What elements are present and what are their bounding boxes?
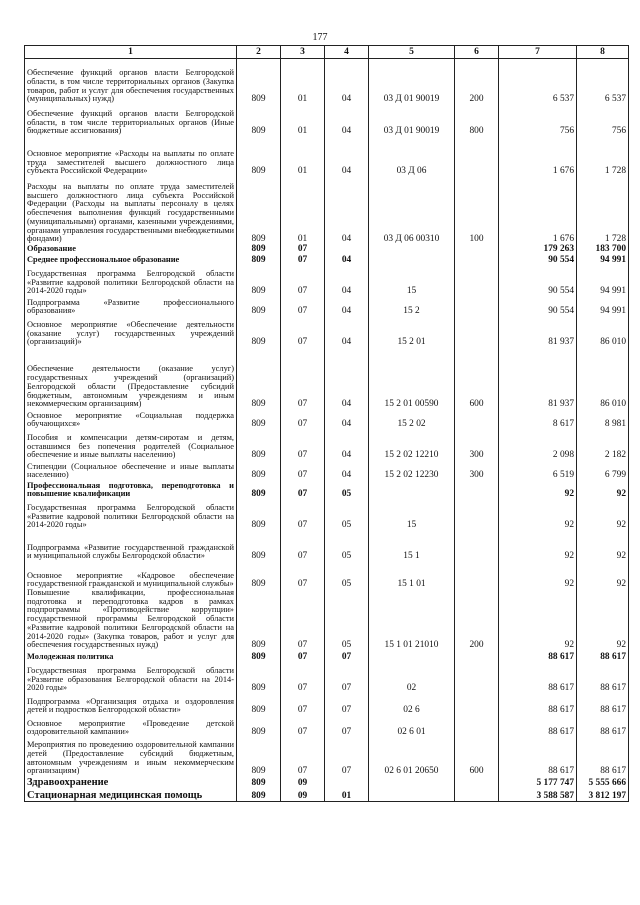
row-amount-year1: 90 554 bbox=[499, 254, 577, 265]
row-amount-year1: 88 617 bbox=[499, 662, 577, 693]
row-name: Государственная программа Белгородской области «Развитие кадровой политики Белгородской области на 2014-2020 годы» bbox=[25, 265, 237, 296]
row-name: Молодежная политика bbox=[25, 650, 237, 662]
row-ministry-code: 809 bbox=[237, 662, 281, 693]
row-section-code: 07 bbox=[281, 662, 325, 693]
row-amount-year1: 90 554 bbox=[499, 296, 577, 316]
table-row bbox=[25, 715, 629, 737]
row-name: Повышение квалификации, профессиональная подготовка и переподготовка кадров в рамках подпрограммы «Противодействие коррупции» государственной программы Белгородской области «Развитие кадровой политики Белгородской области на 2014-2020 годы» (Закупка товаров, работ и услуг для обеспечения государственных нужд) bbox=[25, 589, 237, 650]
row-section-code: 07 bbox=[281, 693, 325, 715]
row-amount-year1: 88 617 bbox=[499, 693, 577, 715]
row-expense-type bbox=[455, 662, 499, 693]
row-target-article: 15 bbox=[369, 499, 455, 530]
row-amount-year2: 92 bbox=[577, 589, 629, 650]
table-row bbox=[25, 662, 629, 693]
row-amount-year2: 6 537 bbox=[577, 59, 629, 105]
row-subsection-code: 05 bbox=[325, 561, 369, 589]
table-row bbox=[25, 296, 629, 316]
row-section-code: 07 bbox=[281, 265, 325, 296]
row-name: Основное мероприятие «Расходы на выплаты по оплате труда заместителей высшего должностного лица субъекта Российской Федерации» bbox=[25, 136, 237, 176]
row-expense-type: 200 bbox=[455, 59, 499, 105]
row-expense-type: 300 bbox=[455, 460, 499, 480]
row-expense-type bbox=[455, 265, 499, 296]
row-expense-type: 300 bbox=[455, 429, 499, 460]
row-ministry-code: 809 bbox=[237, 561, 281, 589]
row-name: Здравоохранение bbox=[25, 776, 237, 788]
row-ministry-code: 809 bbox=[237, 316, 281, 347]
row-subsection-code: 04 bbox=[325, 265, 369, 296]
row-name: Основное мероприятие «Кадровое обеспечение государственной гражданской и муниципальной службы» bbox=[25, 561, 237, 589]
row-target-article: 15 2 02 12230 bbox=[369, 460, 455, 480]
table-row bbox=[25, 460, 629, 480]
table-row bbox=[25, 788, 629, 802]
row-name: Государственная программа Белгородской области «Развитие образования Белгородской области на 2014-2020 годы» bbox=[25, 662, 237, 693]
row-amount-year1: 90 554 bbox=[499, 265, 577, 296]
header-col-6: 6 bbox=[455, 46, 499, 59]
row-expense-type bbox=[455, 316, 499, 347]
row-subsection-code: 04 bbox=[325, 409, 369, 429]
table-row bbox=[25, 589, 629, 650]
row-ministry-code: 809 bbox=[237, 59, 281, 105]
row-name: Стипендии (Социальное обеспечение и иные выплаты населению) bbox=[25, 460, 237, 480]
table-row bbox=[25, 136, 629, 176]
row-section-code: 07 bbox=[281, 296, 325, 316]
table-row bbox=[25, 104, 629, 136]
row-amount-year1: 3 588 587 bbox=[499, 788, 577, 802]
table-row bbox=[25, 254, 629, 265]
table-row bbox=[25, 480, 629, 499]
row-section-code: 07 bbox=[281, 429, 325, 460]
row-ministry-code: 809 bbox=[237, 530, 281, 561]
header-row bbox=[25, 46, 629, 59]
row-section-code: 07 bbox=[281, 480, 325, 499]
row-expense-type: 600 bbox=[455, 347, 499, 409]
row-amount-year1: 6 519 bbox=[499, 460, 577, 480]
row-name: Основное мероприятие «Социальная поддержка обучающихся» bbox=[25, 409, 237, 429]
row-expense-type bbox=[455, 561, 499, 589]
row-amount-year2: 6 799 bbox=[577, 460, 629, 480]
row-target-article: 15 bbox=[369, 265, 455, 296]
row-amount-year1: 81 937 bbox=[499, 316, 577, 347]
row-target-article: 02 6 01 bbox=[369, 715, 455, 737]
row-subsection-code: 07 bbox=[325, 715, 369, 737]
row-name: Обеспечение функций органов власти Белгородской области, в том числе территориальных органов (Иные бюджетные ассигнования) bbox=[25, 104, 237, 136]
row-ministry-code: 809 bbox=[237, 296, 281, 316]
row-amount-year2: 94 991 bbox=[577, 296, 629, 316]
row-subsection-code: 05 bbox=[325, 530, 369, 561]
row-amount-year2: 756 bbox=[577, 104, 629, 136]
row-amount-year1: 92 bbox=[499, 480, 577, 499]
row-name: Среднее профессиональное образование bbox=[25, 254, 237, 265]
header-col-1: 1 bbox=[25, 46, 237, 59]
row-name: Подпрограмма «Организация отдыха и оздоровления детей и подростков Белгородской области» bbox=[25, 693, 237, 715]
row-target-article bbox=[369, 254, 455, 265]
row-amount-year2: 94 991 bbox=[577, 265, 629, 296]
row-target-article: 15 2 02 12210 bbox=[369, 429, 455, 460]
row-ministry-code: 809 bbox=[237, 589, 281, 650]
row-ministry-code: 809 bbox=[237, 499, 281, 530]
row-ministry-code: 809 bbox=[237, 715, 281, 737]
row-amount-year1: 8 617 bbox=[499, 409, 577, 429]
row-amount-year2: 86 010 bbox=[577, 316, 629, 347]
table-row bbox=[25, 650, 629, 662]
row-name: Мероприятия по проведению оздоровительной кампании детей (Предоставление субсидий бюджетным, автономным учреждениям и иным некоммерческим организациям) bbox=[25, 737, 237, 776]
row-subsection-code: 01 bbox=[325, 788, 369, 802]
row-expense-type bbox=[455, 409, 499, 429]
header-col-4: 4 bbox=[325, 46, 369, 59]
row-expense-type bbox=[455, 136, 499, 176]
row-amount-year1: 88 617 bbox=[499, 715, 577, 737]
row-ministry-code: 809 bbox=[237, 460, 281, 480]
row-target-article: 02 6 bbox=[369, 693, 455, 715]
row-name: Государственная программа Белгородской области «Развитие кадровой политики Белгородской области на 2014-2020 годы» bbox=[25, 499, 237, 530]
row-name: Основное мероприятие «Проведение детской оздоровительной кампании» bbox=[25, 715, 237, 737]
row-ministry-code: 809 bbox=[237, 409, 281, 429]
row-section-code: 01 bbox=[281, 176, 325, 244]
table-row bbox=[25, 244, 629, 254]
row-section-code: 07 bbox=[281, 347, 325, 409]
row-amount-year2: 2 182 bbox=[577, 429, 629, 460]
row-section-code: 07 bbox=[281, 589, 325, 650]
row-section-code: 01 bbox=[281, 59, 325, 105]
table-row bbox=[25, 530, 629, 561]
row-amount-year2: 92 bbox=[577, 561, 629, 589]
row-amount-year2: 8 981 bbox=[577, 409, 629, 429]
row-target-article bbox=[369, 650, 455, 662]
row-subsection-code: 04 bbox=[325, 429, 369, 460]
row-ministry-code: 809 bbox=[237, 254, 281, 265]
row-name: Расходы на выплаты по оплате труда заместителей высшего должностного лица субъекта Российской Федерации (Расходы на выплаты персоналу в целях обеспечения выполнения функций государственными (муниципальными) органами, казенными учреждениями, органами управления государственными внебюджетными фондами) bbox=[25, 176, 237, 244]
header-col-7: 7 bbox=[499, 46, 577, 59]
row-target-article: 15 1 01 21010 bbox=[369, 589, 455, 650]
row-target-article bbox=[369, 776, 455, 788]
row-section-code: 01 bbox=[281, 104, 325, 136]
header-col-2: 2 bbox=[237, 46, 281, 59]
row-expense-type bbox=[455, 715, 499, 737]
row-target-article: 03 Д 01 90019 bbox=[369, 59, 455, 105]
row-section-code: 07 bbox=[281, 499, 325, 530]
row-subsection-code: 04 bbox=[325, 347, 369, 409]
row-expense-type bbox=[455, 650, 499, 662]
table-row bbox=[25, 737, 629, 776]
row-expense-type bbox=[455, 776, 499, 788]
row-name: Подпрограмма «Развитие профессионального образования» bbox=[25, 296, 237, 316]
row-target-article: 03 Д 01 90019 bbox=[369, 104, 455, 136]
row-amount-year1: 5 177 747 bbox=[499, 776, 577, 788]
row-section-code: 07 bbox=[281, 409, 325, 429]
row-amount-year2: 1 728 bbox=[577, 176, 629, 244]
row-section-code: 07 bbox=[281, 650, 325, 662]
row-amount-year2: 5 555 666 bbox=[577, 776, 629, 788]
row-amount-year2: 92 bbox=[577, 480, 629, 499]
row-section-code: 07 bbox=[281, 254, 325, 265]
row-amount-year2: 88 617 bbox=[577, 693, 629, 715]
table-row bbox=[25, 776, 629, 788]
header-col-5: 5 bbox=[369, 46, 455, 59]
row-amount-year2: 3 812 197 bbox=[577, 788, 629, 802]
row-name: Основное мероприятие «Обеспечение деятельности (оказание услуг) государственных учреждений (организаций)» bbox=[25, 316, 237, 347]
row-subsection-code: 07 bbox=[325, 737, 369, 776]
budget-table bbox=[24, 45, 629, 802]
row-name: Стационарная медицинская помощь bbox=[25, 788, 237, 802]
header-col-8: 8 bbox=[577, 46, 629, 59]
table-row bbox=[25, 561, 629, 589]
row-target-article: 15 1 01 bbox=[369, 561, 455, 589]
row-amount-year1: 6 537 bbox=[499, 59, 577, 105]
row-section-code: 07 bbox=[281, 460, 325, 480]
row-amount-year2: 88 617 bbox=[577, 737, 629, 776]
row-ministry-code: 809 bbox=[237, 265, 281, 296]
table-row bbox=[25, 693, 629, 715]
table-row bbox=[25, 429, 629, 460]
row-section-code: 07 bbox=[281, 715, 325, 737]
row-amount-year1: 81 937 bbox=[499, 347, 577, 409]
row-section-code: 07 bbox=[281, 530, 325, 561]
table-row bbox=[25, 59, 629, 105]
row-subsection-code: 04 bbox=[325, 316, 369, 347]
row-section-code: 07 bbox=[281, 561, 325, 589]
row-amount-year1: 179 263 bbox=[499, 244, 577, 254]
table-row bbox=[25, 499, 629, 530]
row-amount-year1: 1 676 bbox=[499, 136, 577, 176]
row-amount-year1: 88 617 bbox=[499, 737, 577, 776]
row-subsection-code: 04 bbox=[325, 254, 369, 265]
row-ministry-code: 809 bbox=[237, 776, 281, 788]
row-expense-type bbox=[455, 254, 499, 265]
row-amount-year2: 88 617 bbox=[577, 650, 629, 662]
row-expense-type bbox=[455, 244, 499, 254]
table-row bbox=[25, 176, 629, 244]
row-amount-year2: 88 617 bbox=[577, 715, 629, 737]
row-subsection-code: 07 bbox=[325, 662, 369, 693]
row-ministry-code: 809 bbox=[237, 244, 281, 254]
row-name: Профессиональная подготовка, переподготовка и повышение квалификации bbox=[25, 480, 237, 499]
row-amount-year1: 92 bbox=[499, 499, 577, 530]
row-target-article: 02 6 01 20650 bbox=[369, 737, 455, 776]
row-expense-type: 200 bbox=[455, 589, 499, 650]
row-subsection-code: 07 bbox=[325, 650, 369, 662]
row-expense-type bbox=[455, 788, 499, 802]
row-expense-type bbox=[455, 296, 499, 316]
row-subsection-code: 04 bbox=[325, 296, 369, 316]
row-section-code: 01 bbox=[281, 136, 325, 176]
row-target-article: 03 Д 06 bbox=[369, 136, 455, 176]
row-target-article: 15 2 01 bbox=[369, 316, 455, 347]
row-subsection-code bbox=[325, 244, 369, 254]
row-target-article: 15 2 bbox=[369, 296, 455, 316]
row-expense-type bbox=[455, 480, 499, 499]
table-row bbox=[25, 316, 629, 347]
row-ministry-code: 809 bbox=[237, 136, 281, 176]
row-ministry-code: 809 bbox=[237, 429, 281, 460]
row-subsection-code: 05 bbox=[325, 589, 369, 650]
row-section-code: 07 bbox=[281, 244, 325, 254]
header-col-3: 3 bbox=[281, 46, 325, 59]
row-amount-year1: 756 bbox=[499, 104, 577, 136]
row-amount-year2: 92 bbox=[577, 530, 629, 561]
row-expense-type bbox=[455, 693, 499, 715]
row-section-code: 07 bbox=[281, 737, 325, 776]
page-number: 177 bbox=[312, 32, 328, 43]
row-ministry-code: 809 bbox=[237, 737, 281, 776]
row-subsection-code: 07 bbox=[325, 693, 369, 715]
row-target-article: 03 Д 06 00310 bbox=[369, 176, 455, 244]
row-subsection-code: 05 bbox=[325, 480, 369, 499]
row-target-article bbox=[369, 480, 455, 499]
table-row bbox=[25, 265, 629, 296]
row-ministry-code: 809 bbox=[237, 480, 281, 499]
row-expense-type: 100 bbox=[455, 176, 499, 244]
row-amount-year1: 92 bbox=[499, 530, 577, 561]
row-expense-type: 600 bbox=[455, 737, 499, 776]
row-target-article: 15 1 bbox=[369, 530, 455, 561]
row-subsection-code bbox=[325, 776, 369, 788]
row-target-article: 02 bbox=[369, 662, 455, 693]
row-name: Подпрограмма «Развитие государственной гражданской и муниципальной службы Белгородской области» bbox=[25, 530, 237, 561]
row-amount-year2: 94 991 bbox=[577, 254, 629, 265]
row-expense-type bbox=[455, 530, 499, 561]
row-amount-year2: 92 bbox=[577, 499, 629, 530]
row-name: Обеспечение деятельности (оказание услуг) государственных учреждений (организаций) Белгородской области (Предоставление субсидий бюджетным, автономным учреждениям и иным некоммерческим организациям) bbox=[25, 347, 237, 409]
row-amount-year1: 1 676 bbox=[499, 176, 577, 244]
row-subsection-code: 04 bbox=[325, 136, 369, 176]
row-ministry-code: 809 bbox=[237, 176, 281, 244]
row-subsection-code: 04 bbox=[325, 176, 369, 244]
row-subsection-code: 04 bbox=[325, 59, 369, 105]
row-subsection-code: 05 bbox=[325, 499, 369, 530]
row-ministry-code: 809 bbox=[237, 693, 281, 715]
row-amount-year1: 92 bbox=[499, 561, 577, 589]
row-amount-year2: 183 700 bbox=[577, 244, 629, 254]
row-amount-year1: 2 098 bbox=[499, 429, 577, 460]
row-amount-year1: 92 bbox=[499, 589, 577, 650]
row-amount-year2: 86 010 bbox=[577, 347, 629, 409]
row-subsection-code: 04 bbox=[325, 460, 369, 480]
row-amount-year2: 1 728 bbox=[577, 136, 629, 176]
row-ministry-code: 809 bbox=[237, 650, 281, 662]
row-target-article: 15 2 02 bbox=[369, 409, 455, 429]
row-ministry-code: 809 bbox=[237, 788, 281, 802]
row-amount-year1: 88 617 bbox=[499, 650, 577, 662]
row-expense-type: 800 bbox=[455, 104, 499, 136]
row-ministry-code: 809 bbox=[237, 347, 281, 409]
row-amount-year2: 88 617 bbox=[577, 662, 629, 693]
row-ministry-code: 809 bbox=[237, 104, 281, 136]
row-name: Обеспечение функций органов власти Белгородской области, в том числе территориальных органов (Закупка товаров, работ и услуг для обеспечения государственных (муниципальных) нужд) bbox=[25, 59, 237, 105]
row-target-article bbox=[369, 244, 455, 254]
row-expense-type bbox=[455, 499, 499, 530]
row-section-code: 07 bbox=[281, 316, 325, 347]
row-subsection-code: 04 bbox=[325, 104, 369, 136]
row-section-code: 09 bbox=[281, 776, 325, 788]
row-section-code: 09 bbox=[281, 788, 325, 802]
row-name: Образование bbox=[25, 244, 237, 254]
table-row bbox=[25, 347, 629, 409]
row-target-article bbox=[369, 788, 455, 802]
row-name: Пособия и компенсации детям-сиротам и детям, оставшимся без попечения родителей (Социальное обеспечение и иные выплаты населению) bbox=[25, 429, 237, 460]
table-row bbox=[25, 409, 629, 429]
row-target-article: 15 2 01 00590 bbox=[369, 347, 455, 409]
